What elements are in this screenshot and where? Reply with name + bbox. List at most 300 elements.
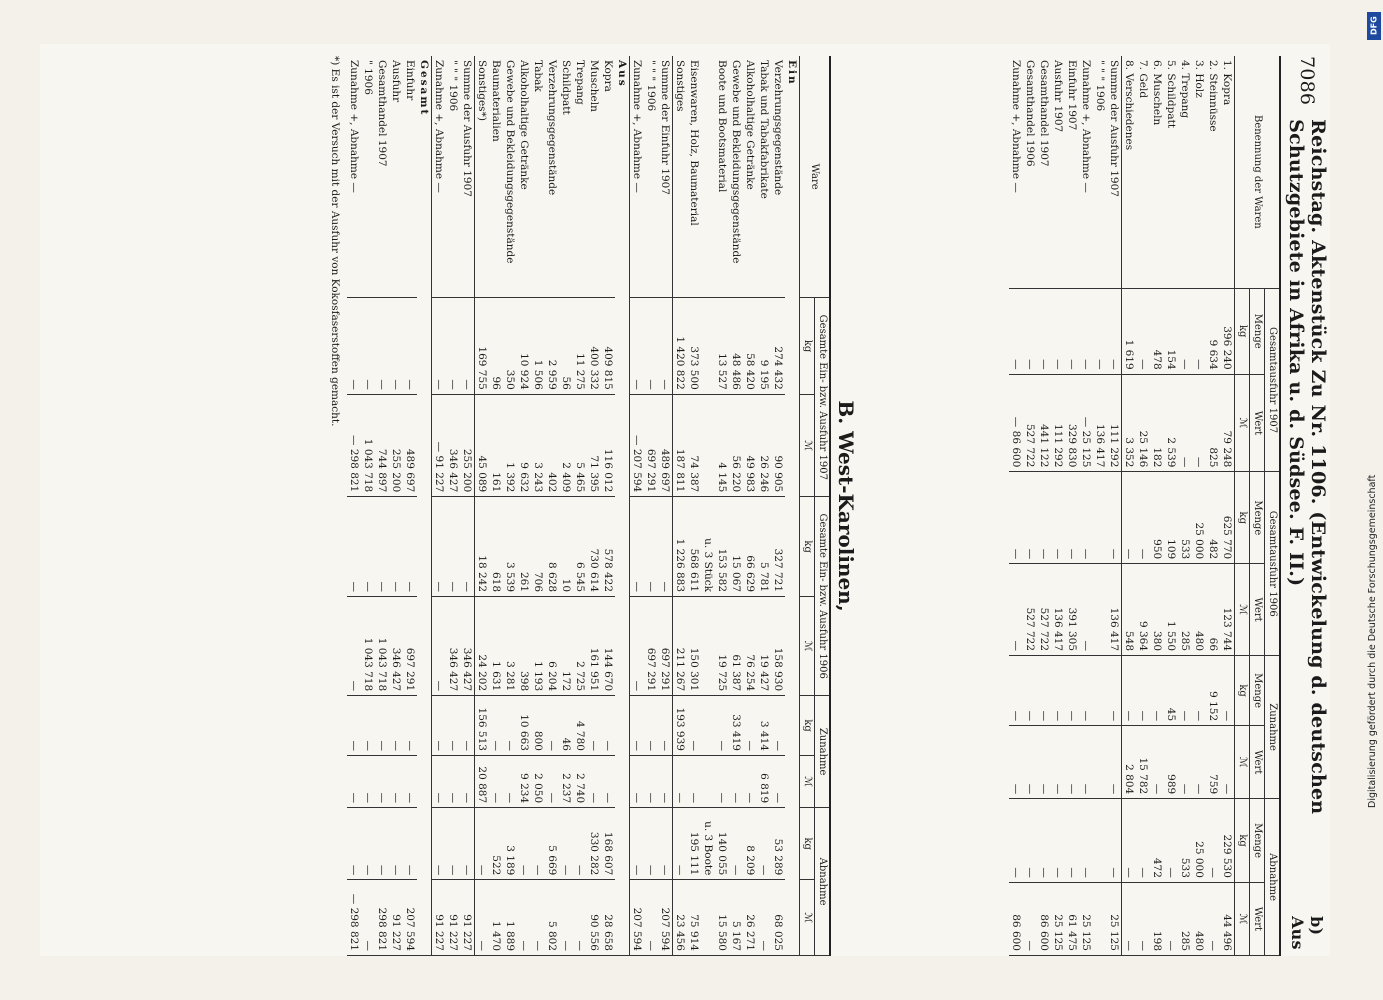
cell-value: —	[403, 755, 417, 807]
cell-value: —	[375, 808, 389, 880]
cell-value: —	[432, 597, 447, 696]
dfg-credit-text: Digitalisierung gefördert durch die Deutsche Forschungsgemeinschaft	[1367, 474, 1378, 808]
col-zunahme-header: Zunahme	[1265, 656, 1280, 799]
table-row	[1136, 56, 1150, 956]
cell-value: u. 3 Stück	[701, 497, 715, 597]
cell-value: 1 470	[489, 880, 503, 956]
cell-value: 91 227	[460, 880, 475, 956]
cell-value: —	[1079, 564, 1093, 656]
cell-value: —	[771, 755, 785, 807]
kg-unit-header: kg	[800, 298, 815, 394]
cell-value: 255 200	[460, 394, 475, 496]
cell-value: 274 432	[771, 298, 785, 394]
section-b-title: B. West-Karolinen,	[834, 400, 858, 612]
cell-value: —	[517, 880, 531, 956]
table-row	[1023, 56, 1037, 956]
cell-value: 3 189	[503, 808, 517, 880]
cell-value: —	[1122, 656, 1137, 726]
cell-value: 441 122	[1037, 374, 1051, 472]
cell-value: 66	[1206, 564, 1220, 656]
cell-value: — 207 594	[630, 394, 645, 496]
table-row	[559, 56, 573, 956]
cell-value: 154	[1164, 288, 1178, 374]
cell-value: —	[347, 597, 361, 696]
cell-value: —	[403, 497, 417, 597]
row-label: Tabak	[531, 56, 545, 298]
cell-value: —	[517, 808, 531, 880]
cell-value: 618	[489, 497, 503, 597]
group-row	[785, 56, 800, 956]
cell-value: —	[460, 497, 475, 597]
cell-value: —	[503, 755, 517, 807]
cell-value: 61 475	[1065, 882, 1079, 955]
cell-value: 19 725	[715, 597, 729, 696]
cell-value: —	[715, 696, 729, 756]
cell-value: —	[1107, 726, 1122, 799]
cell-value: —	[446, 696, 460, 756]
cell-value: 195 111	[687, 808, 701, 880]
cell-value: 330 282	[587, 808, 601, 880]
cell-value: 480	[1192, 564, 1206, 656]
cell-value: 229 530	[1220, 799, 1235, 883]
cell-value: 2 804	[1122, 726, 1137, 799]
section-continuation-label: b) Aus	[1288, 916, 1326, 950]
cell-value: 25 146	[1136, 374, 1150, 472]
cell-value: 744 897	[375, 394, 389, 496]
cell-value: —	[389, 696, 403, 756]
table-row	[644, 56, 658, 956]
cell-value: —	[1150, 656, 1164, 726]
cell-value: —	[489, 755, 503, 807]
cell-value: 56 220	[729, 394, 743, 496]
cell-value: 350	[503, 298, 517, 394]
cell-value: —	[1122, 882, 1137, 955]
row-label: " " " 1906	[1093, 56, 1107, 288]
cell-value: 482	[1206, 472, 1220, 564]
col-name-header: Benennung der Waren	[1235, 56, 1280, 288]
table-row	[573, 56, 587, 956]
footnote: *) Es ist der Versuch mit der Ausfuhr von Kokosfaserstoffen gemacht.	[329, 56, 341, 427]
cell-value: —	[389, 497, 403, 597]
cell-value: 697 291	[658, 597, 673, 696]
cell-value: 480	[1192, 882, 1206, 955]
cell-value	[1093, 656, 1107, 726]
dfg-logo: DFG	[1367, 12, 1381, 40]
cell-value: —	[644, 298, 658, 394]
cell-value: —	[1065, 288, 1079, 374]
cell-value: 207 594	[658, 880, 673, 956]
cell-value: 207 594	[630, 880, 645, 956]
cell-value: —	[1009, 472, 1023, 564]
menge-header: Menge	[1250, 472, 1265, 564]
cell-value: 8 628	[545, 497, 559, 597]
cell-value: —	[601, 755, 615, 807]
cell-value: —	[687, 696, 701, 756]
cell-value: —	[1051, 656, 1065, 726]
cell-value: —	[446, 755, 460, 807]
cell-value: —	[1079, 472, 1093, 564]
cell-value: 144 670	[601, 597, 615, 696]
row-label: Summe der Einfuhr 1907	[658, 56, 673, 298]
cell-value: —	[1009, 726, 1023, 799]
cell-value: 6 204	[545, 597, 559, 696]
cell-value: 46	[559, 696, 573, 756]
scanned-page	[40, 44, 1330, 956]
cell-value: 6 819	[757, 755, 771, 807]
cell-value: 58 420	[743, 298, 757, 394]
cell-value: 187 811	[673, 394, 688, 496]
cell-value: 8 209	[743, 808, 757, 880]
cell-value: 4 780	[573, 696, 587, 756]
cell-value: —	[446, 298, 460, 394]
table-row	[1206, 56, 1220, 956]
cell-value: —	[361, 696, 375, 756]
cell-value: 53 289	[771, 808, 785, 880]
cell-value: —	[460, 298, 475, 394]
cell-value: 3 281	[503, 597, 517, 696]
col-1907-header: Gesamtausfuhr 1907	[1265, 288, 1280, 472]
cell-value: —	[1051, 799, 1065, 883]
cell-value: 91 227	[446, 880, 460, 956]
cell-value: 255 200	[389, 394, 403, 496]
cell-value: —	[1023, 882, 1037, 955]
row-label: " " " 1906	[644, 56, 658, 298]
cell-value: —	[729, 755, 743, 807]
cell-value: 18 242	[475, 497, 490, 597]
cell-value: —	[375, 696, 389, 756]
row-label: Ausfuhr	[389, 56, 403, 298]
menge-header: Menge	[1250, 799, 1265, 883]
cell-value: 123 744	[1220, 564, 1235, 656]
cell-value: —	[389, 755, 403, 807]
table-row	[1065, 56, 1079, 956]
table-row	[432, 56, 447, 956]
cell-value: 400 332	[587, 298, 601, 394]
table-row	[446, 56, 460, 956]
cell-value: 25 000	[1192, 472, 1206, 564]
row-label: 1. Kopra	[1220, 56, 1235, 288]
table-row	[1150, 56, 1164, 956]
cell-value: 3 414	[757, 696, 771, 756]
cell-value: —	[1037, 656, 1051, 726]
cell-value: —	[1037, 472, 1051, 564]
wert-header: Wert	[1250, 564, 1265, 656]
cell-value: 161	[489, 394, 503, 496]
cell-value: 3 352	[1122, 374, 1137, 472]
table-row	[687, 56, 701, 956]
cell-value: 1 043 718	[361, 394, 375, 496]
cell-value: 168 607	[601, 808, 615, 880]
cell-value: 79 248	[1220, 374, 1235, 472]
cell-value: —	[1107, 799, 1122, 883]
kg-unit-header: kg	[800, 696, 815, 756]
row-label: Alkoholhaltige Getränke	[517, 56, 531, 298]
cell-value: 5 802	[545, 880, 559, 956]
cell-value	[701, 597, 715, 696]
table-row	[673, 56, 688, 956]
cell-value: —	[1051, 726, 1065, 799]
cell-value: —	[1122, 472, 1137, 564]
cell-value: 61 387	[729, 597, 743, 696]
row-label: 3. Holz	[1192, 56, 1206, 288]
row-label	[701, 56, 715, 298]
cell-value: —	[1136, 799, 1150, 883]
cell-value: 2 237	[559, 755, 573, 807]
cell-value: —	[1136, 656, 1150, 726]
cell-value: —	[658, 497, 673, 597]
cell-value: —	[389, 808, 403, 880]
cell-value: —	[361, 755, 375, 807]
table-row	[743, 56, 757, 956]
cell-value: —	[1192, 288, 1206, 374]
cell-value	[701, 696, 715, 756]
cell-value: 161 951	[587, 597, 601, 696]
cell-value: 140 055	[715, 808, 729, 880]
kg-unit-header: kg	[1235, 656, 1250, 726]
mark-unit-header: ℳ	[800, 394, 815, 496]
cell-value: —	[1150, 726, 1164, 799]
cell-value: 9 364	[1136, 564, 1150, 656]
group-label: Gesamt	[417, 56, 432, 956]
cell-value: 1 420 822	[673, 298, 688, 394]
table-row	[1107, 56, 1122, 956]
cell-value: —	[630, 755, 645, 807]
cell-value: —	[432, 808, 447, 880]
wert-header: Wert	[1250, 374, 1265, 472]
cell-value: —	[347, 497, 361, 597]
table-row	[503, 56, 517, 956]
group-row	[615, 56, 630, 956]
cell-value: 75 914	[687, 880, 701, 956]
rotated-page	[91, 56, 1331, 956]
cell-value: 402	[545, 394, 559, 496]
cell-value: — 298 821	[347, 880, 361, 956]
table-row	[389, 56, 403, 956]
cell-value: 2 959	[545, 298, 559, 394]
table-row	[715, 56, 729, 956]
table-row	[545, 56, 559, 956]
row-label: Boote und Bootsmaterial	[715, 56, 729, 298]
table-row	[1122, 56, 1137, 956]
cell-value: —	[1178, 288, 1192, 374]
cell-value: 346 427	[446, 394, 460, 496]
cell-value: 472	[1150, 799, 1164, 883]
row-label: Alkoholhaltige Getränke	[743, 56, 757, 298]
cell-value: —	[432, 298, 447, 394]
cell-value: —	[489, 696, 503, 756]
cell-value	[701, 298, 715, 394]
cell-value: —	[757, 808, 771, 880]
cell-value: 298 821	[375, 880, 389, 956]
table-row	[489, 56, 503, 956]
cell-value: 950	[1150, 472, 1164, 564]
row-label: Einfuhr	[403, 56, 417, 298]
cell-value: 489 697	[403, 394, 417, 496]
cell-value: 346 427	[389, 597, 403, 696]
mark-unit-header: ℳ	[1235, 882, 1250, 955]
cell-value: 136 417	[1107, 564, 1122, 656]
group-label: Ein	[785, 56, 800, 956]
cell-value: 759	[1206, 726, 1220, 799]
table-row	[460, 56, 475, 956]
cell-value: —	[432, 497, 447, 597]
cell-value: —	[432, 755, 447, 807]
table-row	[517, 56, 531, 956]
cell-value: —	[587, 696, 601, 756]
table-row	[771, 56, 785, 956]
cell-value: 86 600	[1037, 882, 1051, 955]
row-label: Gesamthandel 1907	[375, 56, 389, 298]
cell-value: —	[1079, 726, 1093, 799]
row-label: Zunahme +, Abnahme —	[347, 56, 361, 298]
cell-value: 548	[1122, 564, 1137, 656]
mark-unit-header: ℳ	[800, 755, 815, 807]
cell-value: —	[1065, 656, 1079, 726]
cell-value: — 25 125	[1079, 374, 1093, 472]
cell-value: 26 271	[743, 880, 757, 956]
wert-header: Wert	[1250, 726, 1265, 799]
cell-value: 285	[1178, 882, 1192, 955]
mark-unit-header: ℳ	[800, 597, 815, 696]
cell-value: 48 486	[729, 298, 743, 394]
cell-value: 136 417	[1093, 374, 1107, 472]
row-label: Ausfuhr 1907	[1051, 56, 1065, 288]
row-label: Muscheln	[587, 56, 601, 298]
cell-value: 478	[1150, 288, 1164, 374]
row-label: Zunahme +, Abnahme —	[432, 56, 447, 298]
cell-value: —	[1051, 288, 1065, 374]
cell-value: 706	[531, 497, 545, 597]
cell-value: 25 000	[1192, 799, 1206, 883]
cell-value: —	[1079, 656, 1093, 726]
mark-unit-header: ℳ	[1235, 374, 1250, 472]
cell-value: —	[1122, 799, 1137, 883]
cell-value: 533	[1178, 472, 1192, 564]
section-b-table	[347, 56, 831, 956]
cell-value: 391 305	[1065, 564, 1079, 656]
cell-value: 45	[1164, 656, 1178, 726]
table-row	[1178, 56, 1192, 956]
cell-value: —	[601, 696, 615, 756]
cell-value: 198	[1150, 882, 1164, 955]
menge-header: Menge	[1250, 288, 1265, 374]
row-label: Trepang	[573, 56, 587, 298]
cell-value: 153 582	[715, 497, 729, 597]
cell-value: 409 815	[601, 298, 615, 394]
kg-unit-header: kg	[1235, 799, 1250, 883]
row-label: 4. Trepang	[1178, 56, 1192, 288]
cell-value: 9 152	[1206, 656, 1220, 726]
cell-value: 527 722	[1023, 564, 1037, 656]
kg-unit-header: kg	[800, 497, 815, 597]
cell-value: —	[1136, 472, 1150, 564]
cell-value: 9 632	[517, 394, 531, 496]
cell-value: 15 580	[715, 880, 729, 956]
cell-value: —	[1107, 656, 1122, 726]
cell-value: —	[1023, 288, 1037, 374]
cell-value: 3 539	[503, 497, 517, 597]
cell-value: 20 887	[475, 755, 490, 807]
cell-value: 527 722	[1037, 564, 1051, 656]
cell-value: 9 634	[1206, 288, 1220, 374]
cell-value: 109	[1164, 472, 1178, 564]
cell-value: —	[630, 597, 645, 696]
dfg-sidebar	[1367, 12, 1381, 972]
cell-value: 91 227	[389, 880, 403, 956]
cell-value: —	[644, 497, 658, 597]
table-row	[1079, 56, 1093, 956]
cell-value: —	[630, 696, 645, 756]
cell-value	[1093, 564, 1107, 656]
cell-value: —	[658, 808, 673, 880]
table-row	[701, 56, 715, 956]
cell-value: —	[446, 497, 460, 597]
cell-value: 25 125	[1051, 882, 1065, 955]
cell-value: —	[389, 298, 403, 394]
cell-value: —	[375, 298, 389, 394]
table-row	[587, 56, 601, 956]
cell-value: —	[658, 755, 673, 807]
table-row	[475, 56, 490, 956]
cell-value: 522	[489, 808, 503, 880]
cell-value: —	[1023, 799, 1037, 883]
col-ware-header: Ware	[800, 56, 831, 298]
cell-value: 44 496	[1220, 882, 1235, 955]
table-row	[601, 56, 615, 956]
cell-value: —	[1220, 656, 1235, 726]
table-row	[757, 56, 771, 956]
cell-value: —	[375, 755, 389, 807]
cell-value: —	[630, 298, 645, 394]
cell-value: —	[630, 497, 645, 597]
cell-value: 76 254	[743, 597, 757, 696]
cell-value: 111 292	[1107, 374, 1122, 472]
row-label: Eisenwaren, Holz, Baumaterial	[687, 56, 701, 298]
cell-value: 3 243	[531, 394, 545, 496]
cell-value: —	[1107, 288, 1122, 374]
cell-value: 25 125	[1107, 882, 1122, 955]
row-label: 6. Muscheln	[1150, 56, 1164, 288]
row-label: Zunahme +, Abnahme —	[1009, 56, 1023, 288]
cell-value: 90 556	[587, 880, 601, 956]
cell-value: 1 043 718	[375, 597, 389, 696]
row-label: Verzehrungsgegenstände	[545, 56, 559, 298]
cell-value	[1093, 472, 1107, 564]
cell-value: — 86 600	[1009, 374, 1023, 472]
row-label: 5. Schildpatt	[1164, 56, 1178, 288]
cell-value: 86 600	[1009, 882, 1023, 955]
cell-value: 193 939	[673, 696, 688, 756]
row-label: Sonstiges	[673, 56, 688, 298]
kg-unit-header: kg	[1235, 472, 1250, 564]
cell-value: —	[1192, 656, 1206, 726]
cell-value: —	[1079, 288, 1093, 374]
cell-value: 327 721	[771, 497, 785, 597]
cell-value: —	[1136, 288, 1150, 374]
cell-value: 4 145	[715, 394, 729, 496]
table-row	[1164, 56, 1178, 956]
cell-value: —	[475, 880, 490, 956]
row-label: Kopra	[601, 56, 615, 298]
table-row	[1093, 56, 1107, 956]
section-a-table	[1009, 56, 1279, 956]
cell-value: 2 740	[573, 755, 587, 807]
cell-value: 96	[489, 298, 503, 394]
cell-value: —	[361, 808, 375, 880]
cell-value: 26 246	[757, 394, 771, 496]
row-label: Summe der Ausfuhr 1907	[1107, 56, 1122, 288]
cell-value: —	[743, 696, 757, 756]
